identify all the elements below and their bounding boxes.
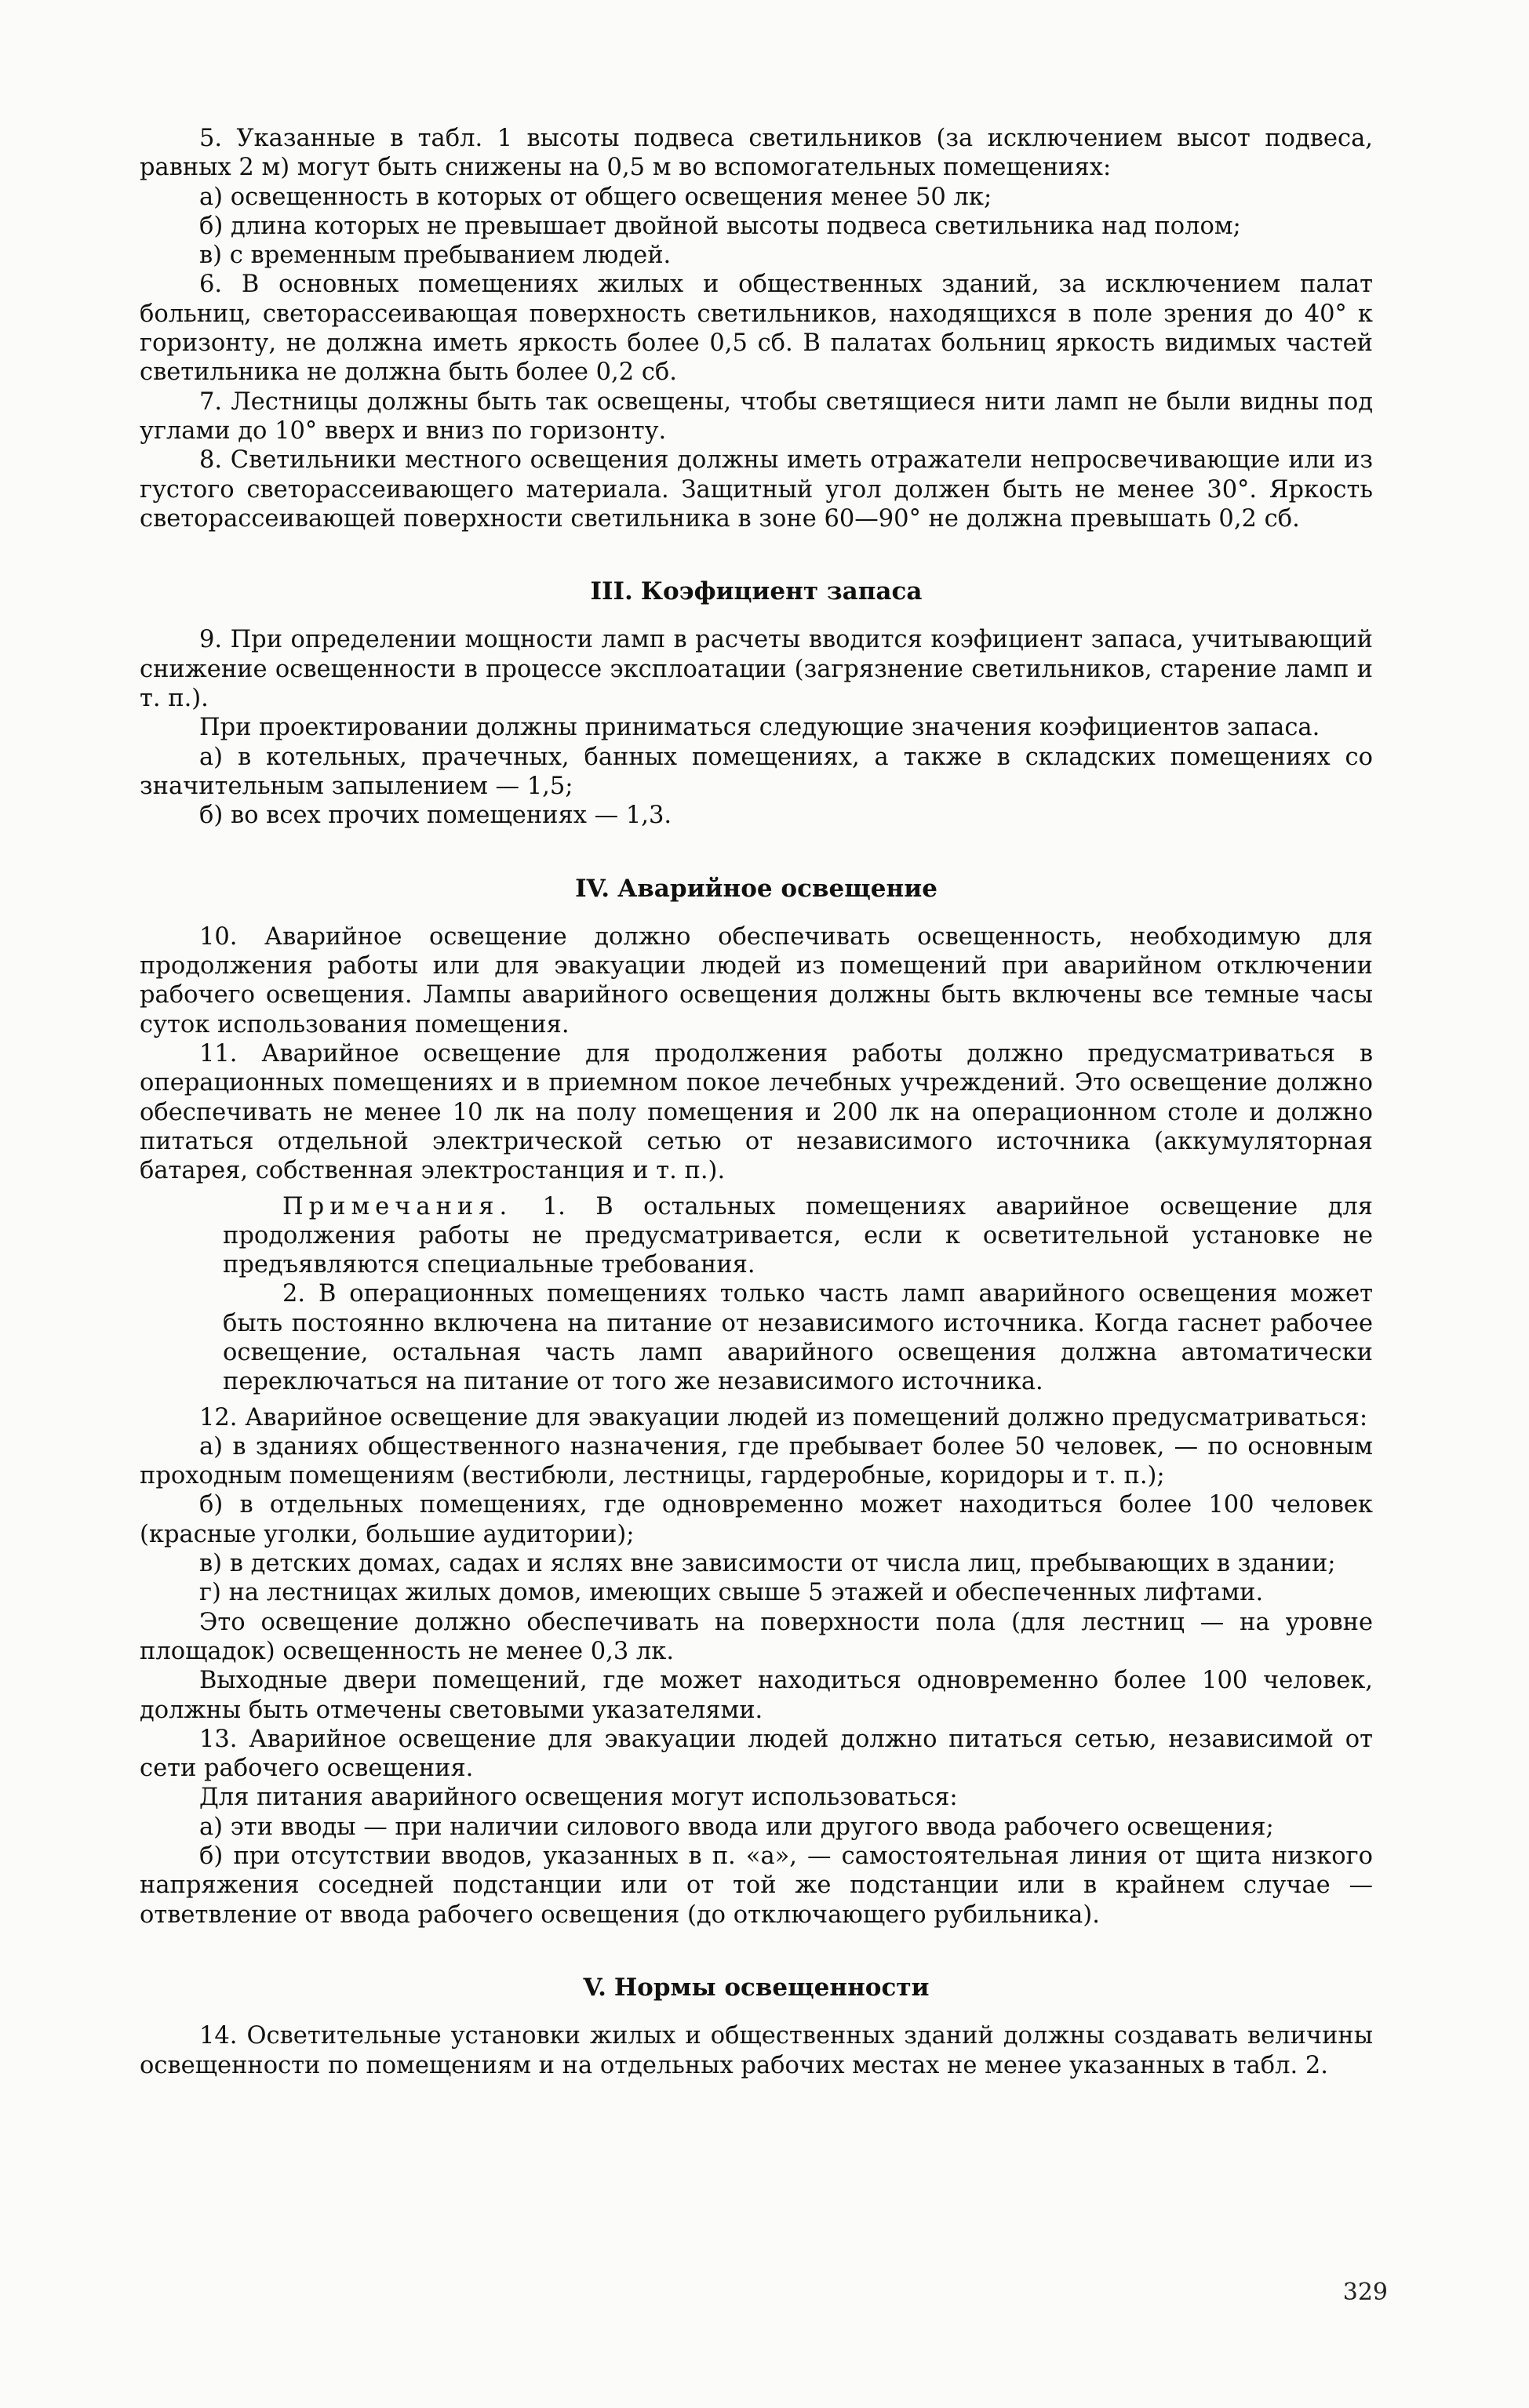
paragraph-12c: в) в детских домах, садах и яслях вне зависимости от числа лиц, пребывающих в здании; (199, 1550, 1336, 1578)
paragraph-6: 6. В основных помещениях жилых и общественных зданий, за исключением палат больниц, светорассеивающая поверхность светильников, находящихся в поле зрения до 40° к горизонту, не должна иметь яркость более 0,5 сб. В палатах больниц яркость видимых частей светильника не должна быть более 0,2 сб. (140, 271, 1373, 387)
note-1 (140, 1192, 1373, 1280)
paragraph-11: 11. Аварийное освещение для продолжения работы должно предусматриваться в операционных помещениях и в приемном покое лечебных учреждений. Это освещение должно обеспечивать не менее 10 лк на полу помещения и 200 лк на операционном столе и должно питаться отдельной электрической сетью от независимого источника (аккумуляторная батарея, собственная электростанция и т. п.). (140, 1040, 1373, 1185)
paragraph-12f: Выходные двери помещений, где может находиться одновременно более 100 человек, должны быть отмечены световыми указателями. (140, 1667, 1373, 1724)
page-number: 329 (1342, 2279, 1388, 2306)
paragraph-13: 13. Аварийное освещение для эвакуации людей должно питаться сетью, независимой от сети рабочего освещения. (140, 1725, 1373, 1783)
paragraph-13b: Для питания аварийного освещения могут использоваться: (199, 1784, 958, 1812)
paragraph-5b: б) длина которых не превышает двойной высоты подвеса светильника над полом; (199, 212, 1241, 240)
page-body (140, 124, 1373, 2080)
paragraph-12b: б) в отдельных помещениях, где одновременно может находиться более 100 человек (красные уголки, большие аудитории); (140, 1491, 1373, 1548)
paragraph-7: 7. Лестницы должны быть так освещены, чтобы светящиеся нити ламп не были видны под углами до 10° вверх и вниз по горизонту. (140, 387, 1373, 445)
paragraph-9b: При проектировании должны приниматься следующие значения коэфициентов запаса. (199, 714, 1320, 742)
paragraph-12e: Это освещение должно обеспечивать на поверхности пола (для лестниц — на уровне площадок) освещенность не менее 0,3 лк. (140, 1608, 1373, 1665)
paragraph-9c: а) в котельных, прачечных, банных помещениях, а также в складских помещениях со значительным запылением — 1,5; (140, 743, 1373, 800)
notes-label: Примечания. (282, 1192, 513, 1220)
paragraph-14: 14. Осветительные установки жилых и общественных зданий должны создавать величины освещенности по помещениям и на отдельных рабочих местах не менее указанных в табл. 2. (140, 2022, 1373, 2079)
section-4-title: Аварийное освещение (617, 874, 937, 903)
note-1-text: 1. В остальных помещениях аварийное освещение для продолжения работы не предусматривается, если к осветительной установке не предъявляются специальные требования. (223, 1192, 1373, 1279)
paragraph-5a: а) освещенность в которых от общего освещения менее 50 лк; (199, 183, 992, 211)
paragraph-12: 12. Аварийное освещение для эвакуации людей из помещений должно предусматриваться: (199, 1403, 1368, 1431)
note-2: 2. В операционных помещениях только часть ламп аварийного освещения может быть постоянно включена на питание от независимого источника. Когда гаснет рабочее освещение, остальная часть ламп аварийного освещения должна автоматически переключаться на питание от того же независимого источника. (223, 1280, 1373, 1396)
paragraph-5: 5. Указанные в табл. 1 высоты подвеса светильников (за исключением высот подвеса, равных 2 м) могут быть снижены на 0,5 м во вспомогательных помещениях: (140, 125, 1373, 182)
section-5-number: V. (583, 1973, 606, 2002)
paragraph-12d: г) на лестницах жилых домов, имеющих свыше 5 этажей и обеспеченных лифтами. (199, 1579, 1264, 1607)
paragraph-13c: а) эти вводы — при наличии силового ввода или другого ввода рабочего освещения; (199, 1813, 1274, 1841)
section-3-number: III. (590, 577, 633, 606)
paragraph-8: 8. Светильники местного освещения должны иметь отражатели непросвечивающие или из густого светорассеивающего материала. Защитный угол должен быть не менее 30°. Яркость светорассеивающей поверхности светильника в зоне 60—90° не должна превышать 0,2 сб. (140, 446, 1373, 533)
paragraph-9: 9. При определении мощности ламп в расчеты вводится коэфициент запаса, учитывающий снижение освещенности в процессе эксплоатации (загрязнение светильников, старение ламп и т. п.). (140, 626, 1373, 713)
section-heading-4 (140, 875, 1373, 904)
section-heading-3 (140, 577, 1373, 606)
section-3-title: Коэфициент запаса (640, 577, 923, 606)
paragraph-12a: а) в зданиях общественного назначения, где пребывает более 50 человек, — по основным проходным помещениям (вестибюли, лестницы, гардеробные, коридоры и т. п.); (140, 1432, 1373, 1490)
section-5-title: Нормы освещенности (613, 1973, 930, 2002)
paragraph-9d: б) во всех прочих помещениях — 1,3. (199, 802, 672, 830)
paragraph-10: 10. Аварийное освещение должно обеспечивать освещенность, необходимую для продолжения работы или для эвакуации людей из помещений при аварийном отключении рабочего освещения. Лампы аварийного освещения должны быть включены все темные часы суток использования помещения. (140, 922, 1373, 1038)
paragraph-5c: в) с временным пребыванием людей. (199, 242, 672, 270)
section-heading-5 (140, 1973, 1373, 2002)
section-4-number: IV. (575, 874, 610, 903)
paragraph-13d: б) при отсутствии вводов, указанных в п. «а», — самостоятельная линия от щита низкого напряжения соседней подстанции или от той же подстанции или в крайнем случае — ответвление от ввода рабочего освещения (до отключающего рубильника). (140, 1842, 1373, 1929)
